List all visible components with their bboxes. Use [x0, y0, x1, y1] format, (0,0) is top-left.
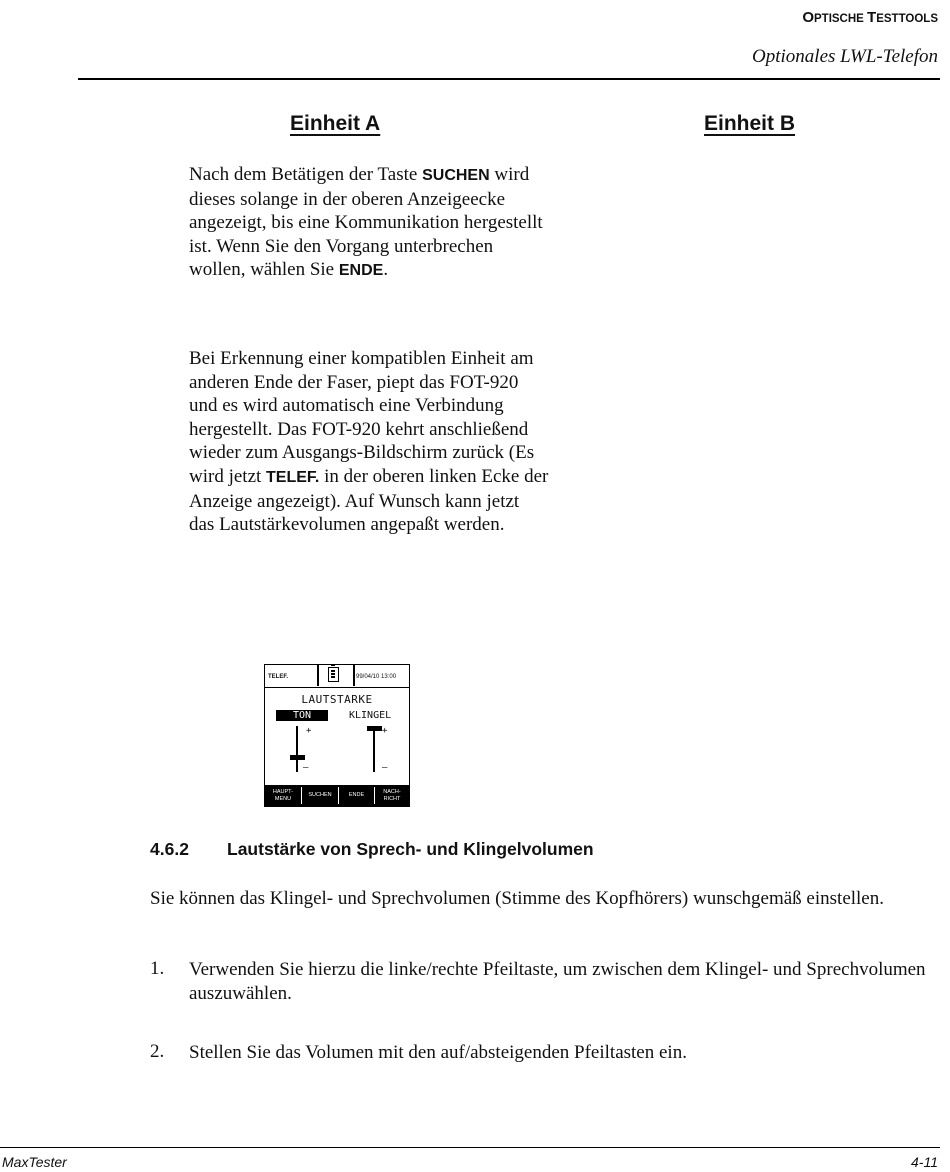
section-number: 4.6.2 [150, 839, 189, 859]
footer-rule [0, 1147, 940, 1148]
lcd-datetime: 99/04/10 13:00 [356, 674, 397, 680]
paragraph-connection: Bei Erkennung einer kompatiblen Einheit am anderen Ende der Faser, piept das FOT-920 und es wird automatisch eine Verbindung hergestellt. Das FOT-920 kehrt anschließend wieder zum Ausgangs-Bildschirm zurück (Es wird jetzt TELEF. in der oberen linken Ecke der Anzeige angezeigt). Auf Wunsch kann jetzt das Lautstärkevolumen angepaßt werden. [189, 348, 549, 536]
ton-volume-knob [290, 755, 305, 760]
klingel-volume-knob [367, 726, 382, 731]
lcd-divider [353, 665, 355, 686]
klingel-volume-track [373, 726, 375, 772]
softkey-nachricht[interactable]: NACH- RICHT [383, 788, 401, 802]
softkey-hauptmenu[interactable]: HAUPT- MENU [272, 788, 294, 802]
page-number: 4-11 [911, 1154, 938, 1170]
body-paragraph: Sie können das Klingel- und Sprechvolumen (Stimme des Kopfhörers) wunschgemäß einstellen. [150, 888, 884, 909]
chapter-title: OPTISCHE TESTTOOLS [802, 9, 938, 26]
footer-product: MaxTester [2, 1154, 67, 1170]
lcd-tab-klingel: KLINGEL [349, 710, 392, 721]
softkey-ende[interactable]: ENDE [348, 792, 365, 798]
lcd-tab-ton: TON [276, 710, 328, 721]
lcd-screen [264, 664, 410, 807]
lcd-divider [317, 665, 319, 686]
keyword-telef: TELEF. [266, 468, 320, 486]
header-rule [78, 78, 940, 80]
ton-volume-track [296, 726, 298, 772]
ton-minus-label: – [303, 763, 309, 773]
battery-icon [328, 667, 339, 682]
lcd-title: LAUTSTARKE [301, 693, 373, 706]
paragraph-search: Nach dem Betätigen der Taste SUCHEN wird dieses solange in der oberen Anzeigeecke angezeigt, bis eine Kommunikation hergestellt ist. Wenn Sie den Vorgang unterbrechen wollen, wählen Sie ENDE. [189, 164, 543, 281]
list-item: Verwenden Sie hierzu die linke/rechte Pfeiltaste, um zwischen dem Klingel- und Sprechvolumen auszuwählen. [189, 959, 926, 1004]
klingel-minus-label: – [382, 763, 388, 773]
unit-a-heading: Einheit A [290, 112, 381, 135]
keyword-suchen: SUCHEN [422, 167, 490, 184]
softkey-suchen[interactable]: SUCHEN [308, 792, 332, 798]
section-heading [150, 839, 594, 860]
keyword-ende: ENDE [338, 262, 384, 280]
section-title-text: Lautstärke von Sprech- und Klingelvolumen [227, 839, 594, 859]
list-item: Stellen Sie das Volumen mit den auf/absteigenden Pfeiltasten ein. [189, 1042, 687, 1063]
lcd-status-bar [265, 665, 409, 688]
unit-b-heading: Einheit B [704, 112, 796, 135]
ton-plus-label: + [306, 726, 312, 736]
lcd-softkey-bar [265, 785, 409, 806]
list-item-number: 2. [150, 1041, 165, 1062]
lcd-mode-label: TELEF. [268, 674, 289, 680]
klingel-plus-label: + [382, 726, 388, 736]
list-item-number: 1. [150, 958, 165, 979]
section-subtitle: Optionales LWL-Telefon [752, 46, 938, 67]
